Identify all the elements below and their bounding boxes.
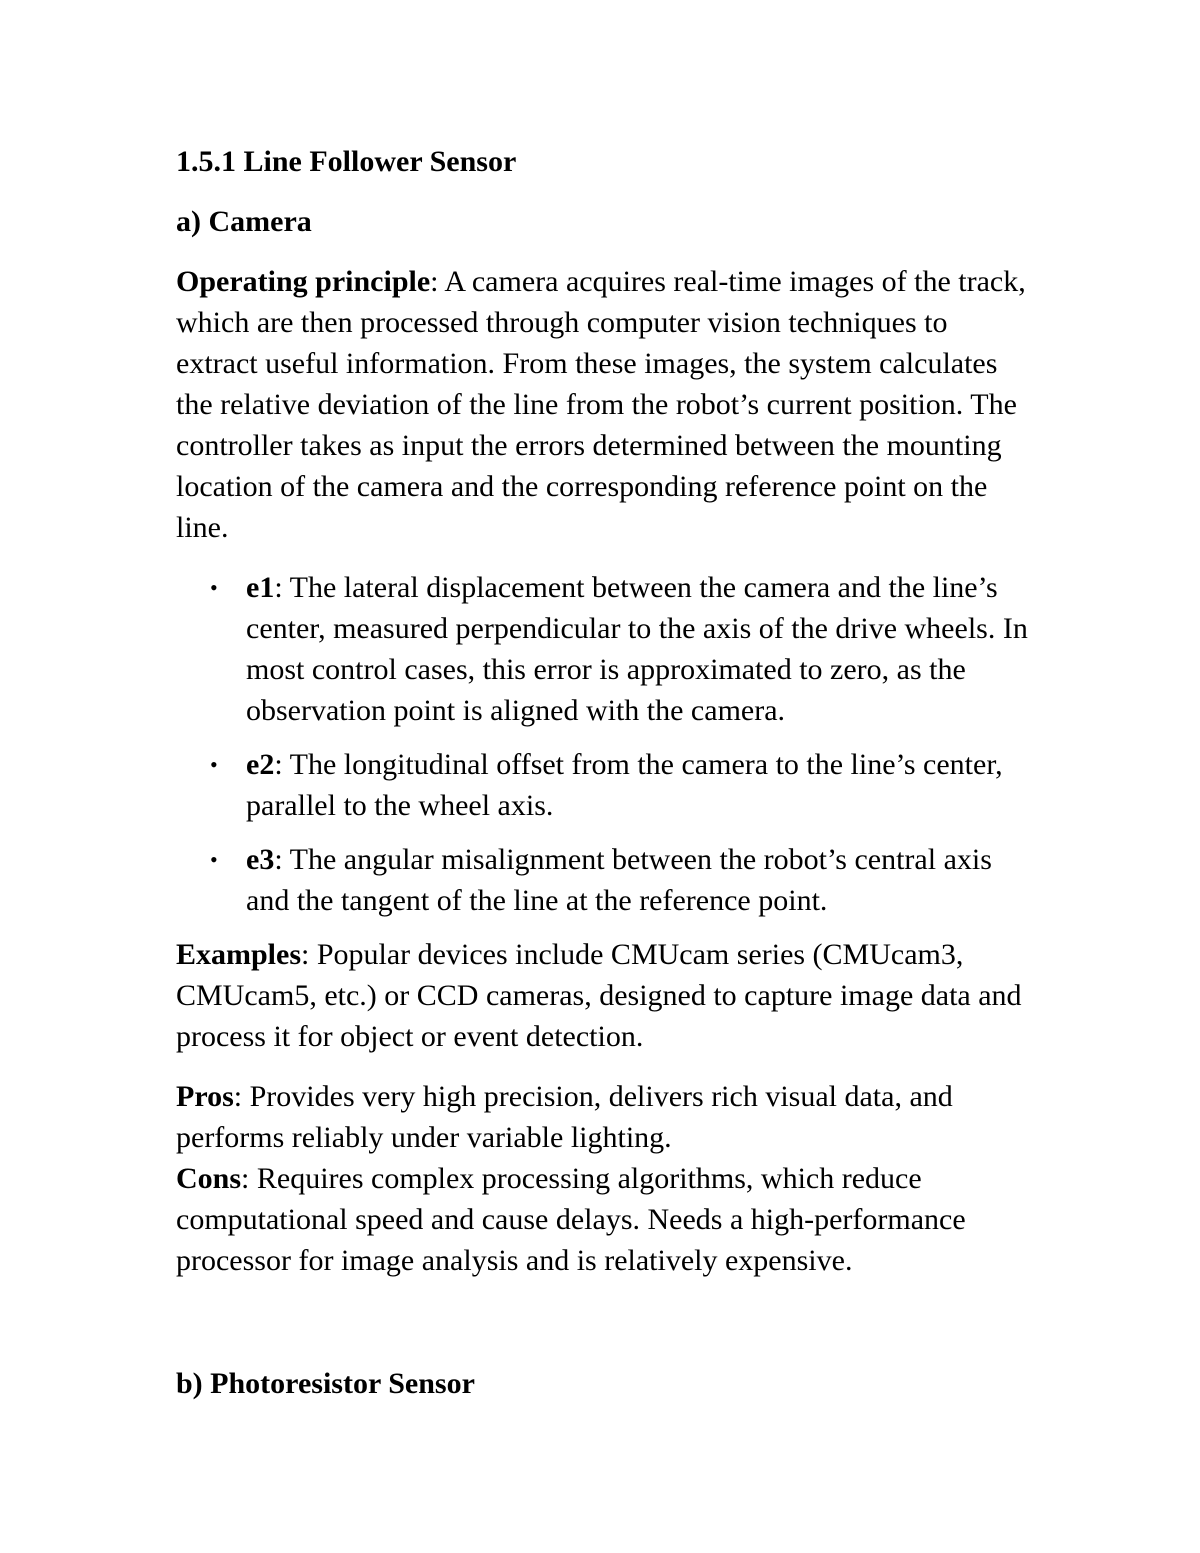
operating-principle-label: Operating principle xyxy=(176,265,431,298)
error-text: : The angular misalignment between the robot’s central axis and the tangent of the line at the reference point. xyxy=(246,843,992,917)
error-text: : The longitudinal offset from the camera to the line’s center, parallel to the wheel axis. xyxy=(246,748,1003,822)
error-list xyxy=(176,567,1036,921)
list-item xyxy=(176,839,1036,921)
examples-text: : Popular devices include CMUcam series (CMUcam3, CMUcam5, etc.) or CCD cameras, designed to capture image data and process it for object or event detection. xyxy=(176,938,1022,1053)
examples-paragraph xyxy=(176,934,1036,1057)
pros-paragraph xyxy=(176,1076,1036,1158)
document-page xyxy=(176,141,1036,1281)
error-text: : The lateral displacement between the camera and the line’s center, measured perpendicular to the axis of the drive wheels. In most control cases, this error is approximated to zero, as the observation point is aligned with the camera. xyxy=(246,571,1028,727)
cons-text: : Requires complex processing algorithms, which reduce computational speed and cause delays. Needs a high-performance processor for image analysis and is relatively expensive. xyxy=(176,1162,966,1277)
list-item xyxy=(176,567,1036,731)
bullet-icon: • xyxy=(210,847,218,872)
error-label: e1 xyxy=(246,571,275,604)
pros-label: Pros xyxy=(176,1080,234,1113)
cons-label: Cons xyxy=(176,1162,242,1195)
photoresistor-heading: b) Photoresistor Sensor xyxy=(176,1367,475,1400)
list-item xyxy=(176,744,1036,826)
camera-heading: a) Camera xyxy=(176,205,312,238)
pros-text: : Provides very high precision, delivers rich visual data, and performs reliably under variable lighting. xyxy=(176,1080,953,1154)
error-label: e3 xyxy=(246,843,275,876)
section-heading: 1.5.1 Line Follower Sensor xyxy=(176,145,517,178)
bullet-icon: • xyxy=(210,575,218,600)
operating-principle-text: : A camera acquires real-time images of the track, which are then processed through computer vision techniques to extract useful information. From these images, the system calculates the relative deviation of the line from the robot’s current position. The controller takes as input the errors determined between the mounting location of the camera and the corresponding reference point on the line. xyxy=(176,265,1026,544)
bullet-icon: • xyxy=(210,752,218,777)
cons-paragraph xyxy=(176,1158,1036,1281)
error-label: e2 xyxy=(246,748,275,781)
examples-label: Examples xyxy=(176,938,302,971)
operating-principle-paragraph xyxy=(176,261,1036,548)
